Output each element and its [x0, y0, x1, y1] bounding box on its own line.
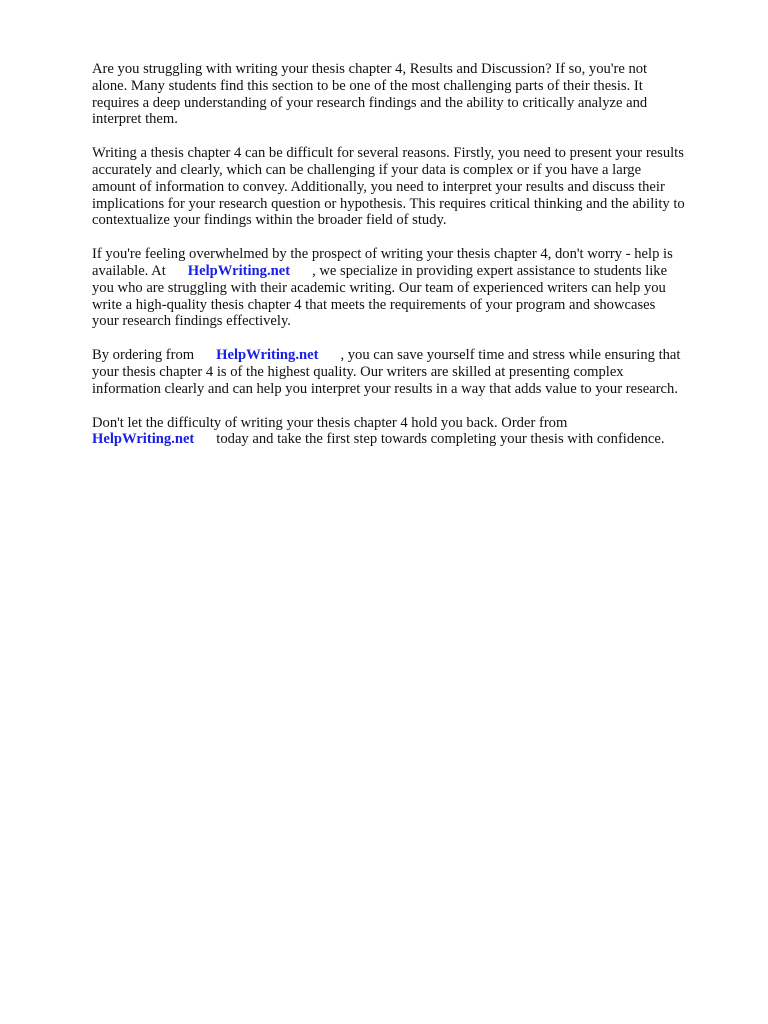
text-line: Don't let the difficulty of writing your thesis chapter 4 hold you back. Order from [92, 414, 568, 431]
text-line: interpret them. [92, 111, 178, 128]
document-body [92, 61, 728, 465]
paragraph-difficulty [92, 145, 728, 229]
text-line [92, 431, 728, 448]
text-fragment: , we specialize in providing expert assistance to students like [312, 262, 668, 279]
text-line [92, 347, 728, 364]
text-line [92, 263, 728, 280]
text-line: Are you struggling with writing your thesis chapter 4, Results and Discussion? If so, you're not [92, 61, 648, 77]
text-line: information clearly and can help you interpret your results in a way that adds value to your research. [92, 380, 678, 397]
text-line: implications for your research question or hypothesis. This requires critical thinking and the ability to [92, 195, 685, 212]
text-line: your research findings effectively. [92, 313, 291, 330]
text-line: you who are struggling with their academic writing. Our team of experienced writers can help you [92, 279, 666, 296]
text-line: contextualize your findings within the broader field of study. [92, 212, 447, 229]
text-line: your thesis chapter 4 is of the highest quality. Our writers are skilled at presenting complex [92, 363, 624, 380]
text-line: amount of information to convey. Additionally, you need to interpret your results and discuss their [92, 178, 665, 195]
text-fragment: , you can save yourself time and stress while ensuring that [340, 347, 681, 364]
text-line: alone. Many students find this section to be one of the most challenging parts of their thesis. It [92, 77, 643, 94]
paragraph-call-to-action [92, 415, 728, 449]
helpwriting-link[interactable]: HelpWriting.net [92, 431, 195, 448]
helpwriting-link[interactable]: HelpWriting.net [187, 262, 291, 279]
text-fragment: available. At [92, 262, 166, 279]
text-line: Writing a thesis chapter 4 can be difficult for several reasons. Firstly, you need to present your results [92, 145, 684, 162]
text-line: write a high-quality thesis chapter 4 that meets the requirements of your program and showcases [92, 296, 656, 313]
text-line: If you're feeling overwhelmed by the prospect of writing your thesis chapter 4, don't worry - help is [92, 246, 673, 263]
paragraph-ordering [92, 347, 728, 397]
text-fragment: By ordering from [92, 347, 195, 364]
helpwriting-link[interactable]: HelpWriting.net [216, 347, 319, 364]
text-line: requires a deep understanding of your research findings and the ability to critically analyze and [92, 94, 648, 111]
text-line: accurately and clearly, which can be challenging if your data is complex or if you have a large [92, 161, 642, 178]
text-fragment: today and take the first step towards completing your thesis with confidence. [216, 431, 665, 448]
paragraph-help [92, 246, 728, 330]
paragraph-intro [92, 61, 728, 128]
